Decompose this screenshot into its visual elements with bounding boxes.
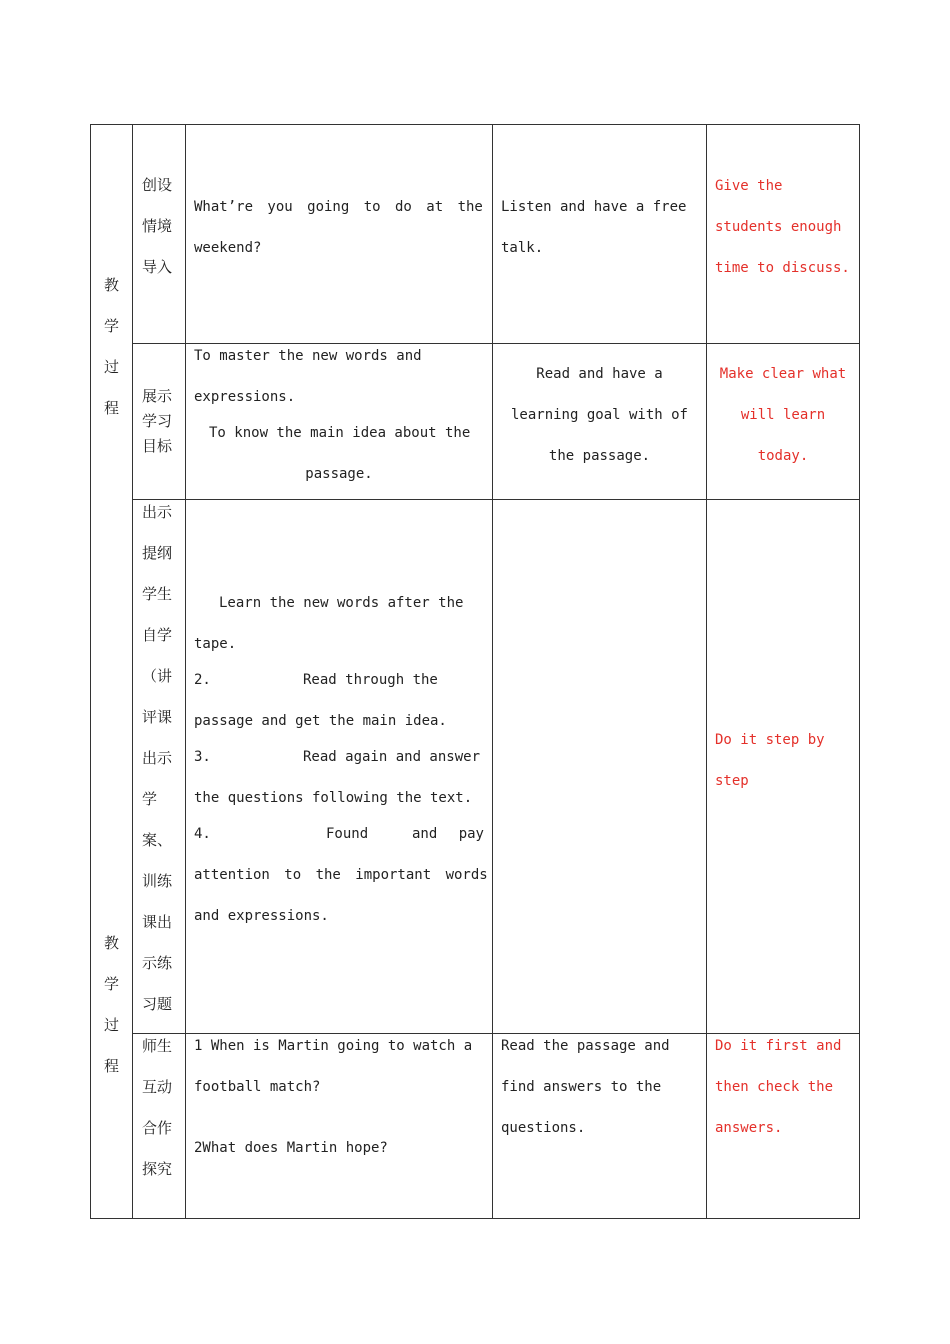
row3-stage: 出示 提纲 学生 自学 （讲 评课 出示 学 案、 训练 课出 示练 习题 [142, 503, 173, 1013]
row1-stage: 创设 情境 导入 [142, 176, 173, 276]
row3-intent: Do it step by step [715, 732, 825, 789]
row2-stage: 展示 学习 目标 [142, 387, 173, 455]
row4-content: 1 When is Martin going to watch a football match? 2What does Martin hope? [194, 1038, 473, 1156]
row1-content: What’re you going to do at the weekend? [194, 199, 483, 256]
row2-content-goal: To know the main idea about the passage. [209, 425, 471, 482]
column-divider-4 [706, 124, 707, 1219]
lesson-plan-table [90, 124, 860, 1219]
row4-stage: 师生 互动 合作 探究 [142, 1037, 173, 1178]
row2-intent: Make clear what will learn today. [719, 366, 847, 464]
table-border-right [859, 124, 860, 1219]
column-divider-3 [492, 124, 493, 1219]
row-divider-2 [132, 499, 860, 500]
row3-content-step1: Learn the new words after the tape. [194, 595, 464, 652]
section-label-bottom: 教 学 过 程 [104, 934, 120, 1075]
row3-content-step4: 4. Found and pay attention to the important words and expressions. [194, 826, 488, 924]
row2-activity: Read and have a learning goal with of the passage. [510, 366, 688, 464]
table-border-left [90, 124, 91, 1219]
table-border-top [90, 124, 860, 125]
row4-activity: Read the passage and find answers to the questions. [501, 1038, 670, 1136]
table-border-bottom [90, 1218, 860, 1219]
row4-intent: Do it first and then check the answers. [715, 1038, 842, 1136]
row1-activity: Listen and have a free talk. [501, 199, 687, 256]
column-divider-1 [132, 124, 133, 1219]
row3-content-step3: 3. Read again and answer the questions following the text. [194, 749, 481, 806]
row3-content-step2: 2. Read through the passage and get the main idea. [194, 672, 447, 729]
row2-content: To master the new words and expressions. [194, 348, 422, 405]
section-label-top: 教 学 过 程 [104, 276, 120, 417]
row1-intent: Give the students enough time to discuss. [715, 178, 850, 276]
column-divider-2 [185, 124, 186, 1219]
